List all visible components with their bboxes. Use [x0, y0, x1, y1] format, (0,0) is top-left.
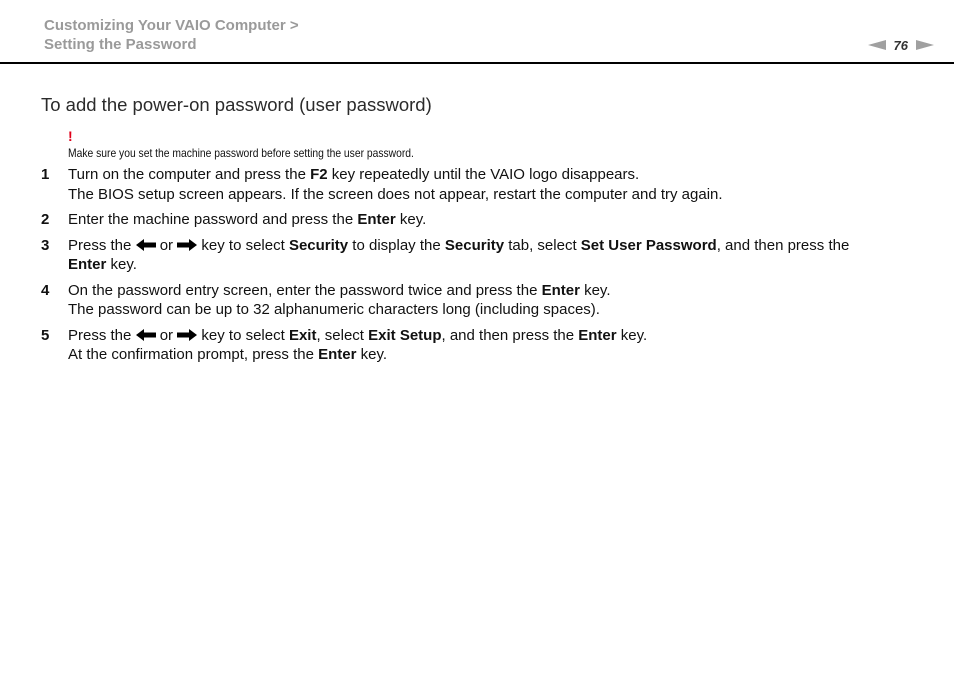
- step-result: The BIOS setup screen appears. If the screen does not appear, restart the computer and try again.: [68, 185, 723, 203]
- next-page-icon[interactable]: [916, 40, 934, 50]
- step-text: On the password entry screen, enter the password twice and press the Enter key.: [68, 281, 611, 299]
- step-number: 5: [41, 326, 50, 344]
- step-text: Turn on the computer and press the F2 key repeatedly until the VAIO logo disappears.: [68, 166, 640, 183]
- breadcrumb-chapter[interactable]: Customizing Your VAIO Computer >: [44, 17, 299, 34]
- previous-page-icon[interactable]: [868, 40, 886, 50]
- section-title: To add the power-on password (user password): [41, 94, 432, 115]
- right-arrow-key-icon: [177, 329, 197, 341]
- right-arrow-key-icon: [177, 239, 197, 251]
- breadcrumb: [44, 16, 299, 54]
- step-item: [0, 165, 954, 204]
- step-result: The password can be up to 32 alphanumeric characters long (including spaces).: [68, 301, 600, 318]
- step-list: [0, 165, 954, 371]
- caution-note: [68, 128, 470, 162]
- step-item: [0, 210, 954, 230]
- step-number: 4: [41, 281, 50, 299]
- step-result: At the confirmation prompt, press the Enter key.: [68, 346, 388, 363]
- page-navigation: [868, 36, 934, 54]
- breadcrumb-section[interactable]: Setting the Password: [44, 36, 197, 53]
- step-item: [0, 236, 954, 275]
- step-number: 2: [41, 211, 50, 228]
- step-number: 3: [41, 236, 50, 254]
- step-item: [0, 326, 954, 365]
- caution-text: Make sure you set the machine password before setting the user password.: [68, 146, 414, 160]
- step-text: Press the or key to select Security to display the Security tab, select Set User Password, and then press the Enter key.: [68, 236, 850, 273]
- step-text: Enter the machine password and press the Enter key.: [68, 211, 427, 228]
- step-item: [0, 281, 954, 320]
- step-text: Press the or key to select Exit, select Exit Setup, and then press the Enter key.: [68, 326, 648, 344]
- header-divider: [0, 62, 954, 64]
- step-number: 1: [41, 166, 50, 183]
- left-arrow-key-icon: [136, 329, 156, 341]
- caution-icon: !: [68, 128, 73, 144]
- left-arrow-key-icon: [136, 239, 156, 251]
- page-number: 76: [893, 37, 908, 53]
